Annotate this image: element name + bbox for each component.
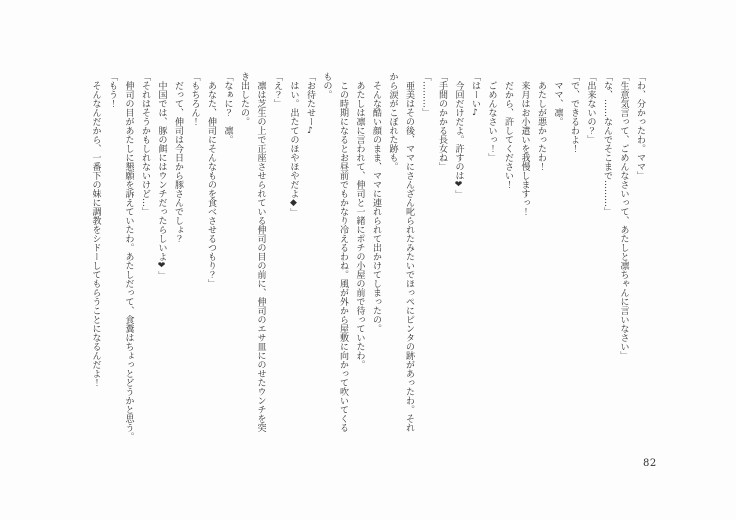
text-line: から涙がこぼれた跡も。	[387, 72, 398, 171]
text-line: そんなんだから、一番下の妹に調教をシドーしてもらうことになるんだよ！	[90, 72, 101, 387]
vertical-text-block	[87, 72, 648, 470]
text-line: き出したの。	[239, 72, 249, 126]
text-line: 「………」	[420, 72, 431, 117]
text-line: だから、許してください！	[503, 72, 513, 189]
text-line: 「もちろん！	[189, 72, 200, 126]
text-line: 「出来ないの？」	[585, 72, 596, 144]
text-line: 「え？」	[272, 72, 282, 108]
text-line: もの。	[321, 72, 332, 99]
text-line: この時期になるとお昼前でもかなり冷えるわね。風が外から屋敷に向かって吹いてくる	[338, 72, 348, 432]
text-line: ママ、凛。	[552, 72, 563, 126]
text-line: 凛は芝生の上で正座させられている伸司の目の前に、伸司のエサ皿にのせたウンチを突	[255, 72, 266, 432]
text-line: 「それはそうかもしれないけど…」	[140, 72, 150, 216]
text-line: あたしは凛に言われて、伸司と一緒にポチの小屋の前で待っていたわ。	[354, 72, 365, 369]
text-line: ごめんなさいっ！」	[486, 72, 497, 162]
text-line: 「な、……なんでそこまで………」	[602, 72, 612, 216]
text-line: そんな酷い顔のまま、ママに連れられて出かけてしまったの。	[371, 72, 381, 333]
text-line: あなた、伸司にそんなものを食べさせるつもり？」	[206, 72, 216, 288]
text-line: 中国では、豚の餌にはウンチだったらしいよ❤」	[156, 72, 167, 280]
text-line: 「お待たせー♪	[305, 72, 315, 136]
text-line: 「手間のかかる長女ね」	[437, 72, 447, 171]
text-line: 「はーい♪	[470, 72, 480, 118]
text-line: 亜美はその後、ママにさんざん叱られたみたいでほっぺにピンタの跡があったわ。それ	[404, 72, 414, 432]
text-line: 来月はお小遣いを我慢しますっ！	[519, 72, 530, 216]
page-number: 82	[643, 458, 657, 469]
text-line: 「で、できるわよ！	[569, 72, 579, 153]
text-line: だって、伸司は今日から豚さんでしょ？	[173, 72, 183, 243]
text-line: 「わ、分かったわ。ママ」	[635, 72, 645, 180]
text-line: 「もう！	[107, 72, 117, 108]
text-line: 「生意気言って、ごめんなさいって、あたしと凛ちゃんに言いなさい」	[618, 72, 629, 360]
text-line: 伸司の目があたしに懇願を訴えていたわ。あたしだって、食糞はちょっとどうかと思う。	[123, 72, 134, 441]
text-line: 今回だけだよ。許すのは❤」	[453, 72, 464, 199]
text-line: はい。出たてのほやほやだよ◆」	[288, 72, 299, 217]
text-line: あたしが悪かったわ！	[536, 72, 546, 171]
text-line: 「なぁに？ 凛。	[222, 72, 233, 144]
